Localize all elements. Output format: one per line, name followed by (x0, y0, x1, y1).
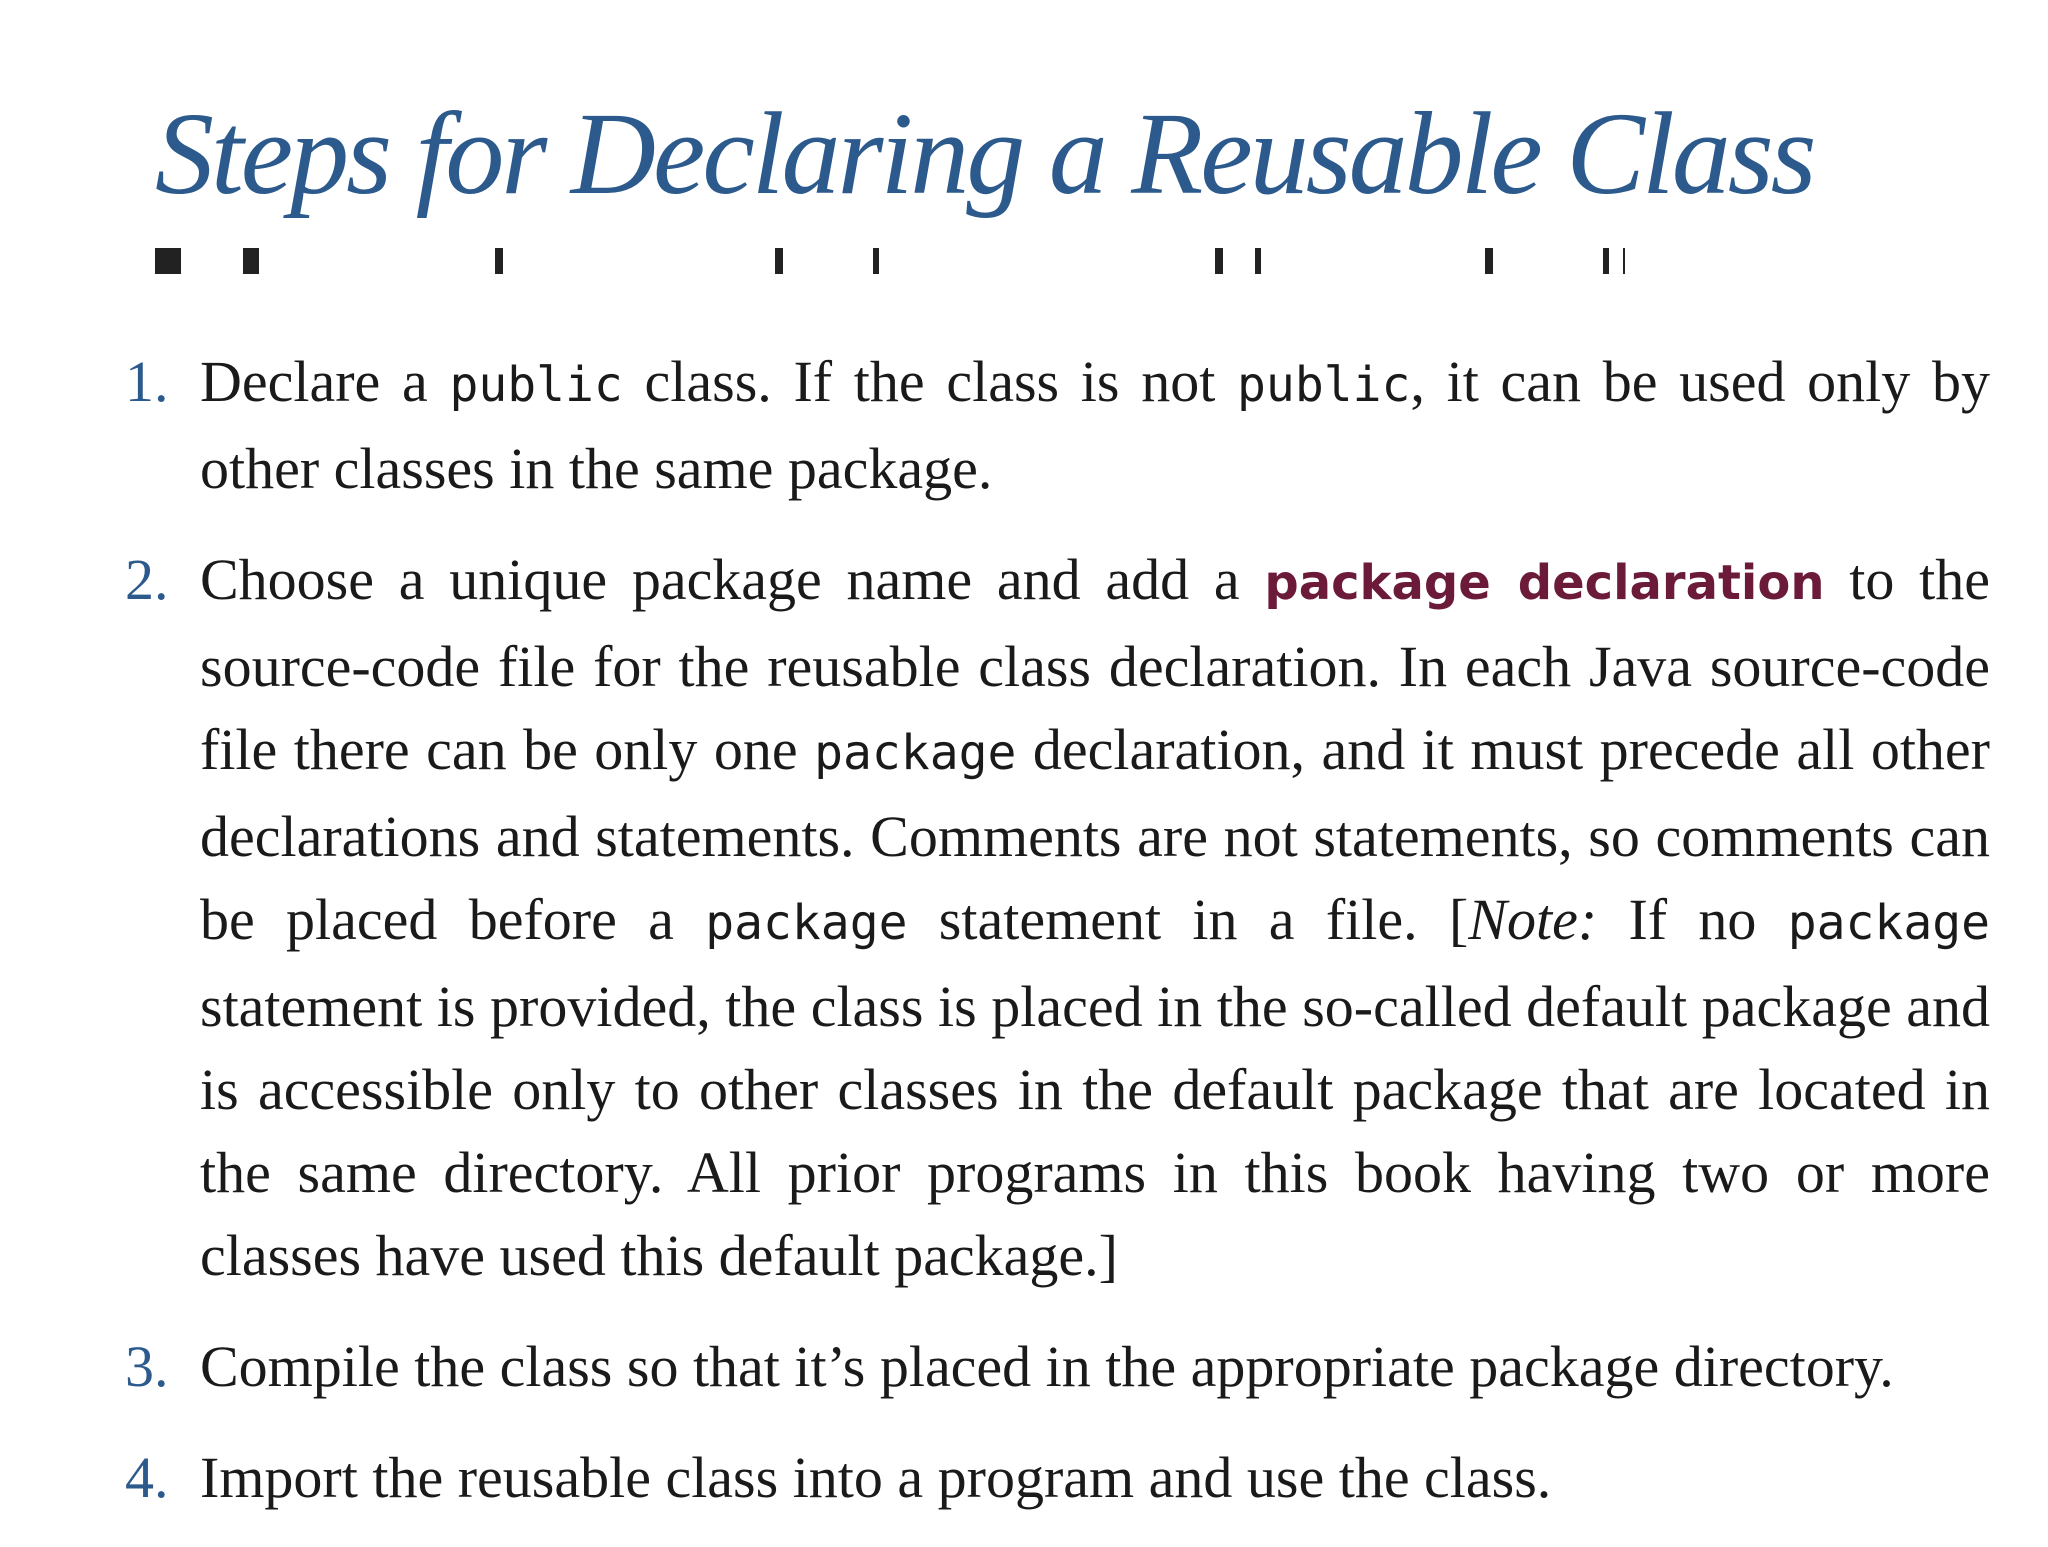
step-text: Choose a unique package name and add a package declaration to the source-code file for the reusable class declaration. In each Java source-code file there can be only one package declaration, and it must precede all other declarations and statements. Comments are not statements, so comments can be placed before a package statement in a file. [Note: If no package statement is provided, the class is placed in the so-called default package and is accessible only to other classes in the default package that are located in the same directory. All prior programs in this book having two or more classes have used this default package.] (200, 547, 1991, 1288)
list-item (0, 1436, 1990, 1519)
step-text: Import the reusable class into a program and use the class. (200, 1445, 1552, 1510)
step-text: Compile the class so that it’s placed in the appropriate package directory. (200, 1334, 1894, 1399)
note-label: Note: (1468, 887, 1598, 952)
step-number: 2. (125, 547, 169, 612)
step-number: 4. (125, 1445, 169, 1510)
cropped-text-line (155, 248, 1625, 274)
key-term: package declaration (1264, 555, 1825, 611)
list-item (0, 340, 1990, 510)
list-item (0, 538, 1990, 1297)
page-title: Steps for Declaring a Reusable Class (155, 88, 1814, 219)
code-term: public (1237, 357, 1411, 413)
step-text: Declare a public class. If the class is not public, it can be used only by other classes in the same package. (200, 349, 1990, 501)
code-term: package (814, 725, 1017, 781)
step-number: 3. (125, 1334, 169, 1399)
list-item (0, 1325, 1990, 1408)
code-term: public (449, 357, 623, 413)
code-term: package (1787, 895, 1991, 951)
code-term: package (705, 895, 908, 951)
steps-list (0, 340, 2048, 1547)
step-number: 1. (125, 349, 169, 414)
